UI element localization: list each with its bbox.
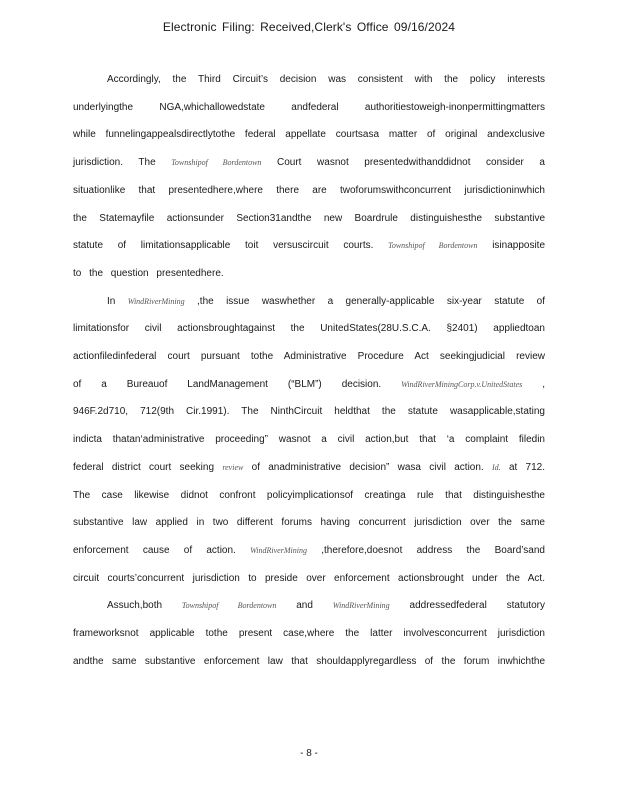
case-citation: Townshipof Bordentown: [181, 601, 277, 611]
text-segment: federal district court seeking: [73, 461, 223, 473]
text-segment: at 712.: [500, 461, 546, 473]
case-citation: WindRiverMining: [127, 296, 185, 306]
text-segment: ,the issue waswhether a generally-applicable six-year statute of: [184, 295, 545, 307]
p2-line-2: limitationsfor civil actionsbroughtagainst the UnitedStates(28U.S.C.A. §2401) appliedtoan: [73, 323, 545, 335]
text-segment: Court wasnot presentedwithanddidnot consider a: [261, 157, 545, 169]
filing-stamp-header: Electronic Filing: Received,Clerk's Office 09/16/2024: [162, 20, 456, 34]
p1-line-3: while funnelingappealsdirectlytothe federal appellate courtsasa matter of original andexclusive: [73, 129, 545, 141]
p2-line-3: actionfiledinfederal court pursuant tothe Administrative Procedure Act seekingjudicial review: [73, 351, 545, 363]
text-segment: and: [276, 600, 333, 612]
text-segment: isinapposite: [477, 240, 546, 252]
text-segment: of anadministrative decision” wasa civil action.: [243, 461, 492, 473]
p2-line-5: 946F.2d710, 712(9th Cir.1991). The NinthCircuit heldthat the statute wasapplicable,stating: [73, 406, 545, 418]
p2-line-10: [73, 537, 545, 565]
p2-line-6: indicta thatan‘administrative proceeding” wasnot a civil action,but that ‘a complaint filedin: [73, 434, 545, 446]
p3-line-2: frameworksnot applicable tothe present case,where the latter involvesconcurrent jurisdiction: [73, 628, 545, 640]
p1-line-5: situationlike that presentedhere,where there are twoforumswithconcurrent jurisdictioninwhich: [73, 184, 545, 196]
case-citation: WindRiverMining: [332, 601, 390, 611]
text-segment: statute of limitationsapplicable toit versuscircuit courts.: [73, 240, 389, 252]
text-segment: addressedfederal statutory: [389, 600, 545, 612]
case-citation: WindRiverMining: [250, 545, 307, 555]
p2-line-7: [73, 454, 545, 482]
p2-line-11: circuit courts’concurrent jurisdiction to preside over enforcement actionsbrought under the Act.: [73, 572, 545, 584]
p2-line-1: [73, 288, 545, 316]
p2-line-4: [73, 371, 545, 399]
text-segment: Assuch,both: [107, 600, 182, 612]
p1-line-2: underlyingthe NGA,whichallowedstate andfederal authoritiestoweigh-inonpermittingmatters: [73, 101, 545, 113]
text-segment: jurisdiction. The: [73, 157, 172, 169]
p1-line-4: [73, 149, 545, 177]
p3-line-3: andthe same substantive enforcement law that shouldapplyregardless of the forum inwhichthe: [73, 655, 545, 667]
text-segment: enforcement cause of action.: [73, 544, 251, 556]
text-segment: ,therefore,doesnot address the Board’sand: [306, 544, 545, 556]
text-segment: ,: [522, 378, 546, 390]
p1-line-7: [73, 232, 545, 260]
p3-line-1: [73, 592, 545, 620]
p2-line-8: The case likewise didnot confront policyimplicationsof creatinga rule that distinguishesthe: [73, 489, 545, 501]
p1-line-6: the Statemayfile actionsunder Section31andthe new Boardrule distinguishesthe substantive: [73, 212, 545, 224]
p1-line-1: Accordingly, the Third Circuit’s decision was consistent with the policy interests: [107, 74, 545, 85]
citation-signal: review: [222, 462, 244, 472]
text-segment: In: [107, 295, 128, 307]
text-segment: of a Bureauof LandManagement (“BLM”) decision.: [73, 378, 402, 390]
p1-line-8: to the question presentedhere.: [73, 267, 224, 279]
id-citation: Id.: [491, 462, 501, 472]
case-citation: Townshipof Bordentown: [171, 158, 262, 168]
p2-line-9: substantive law applied in two different forums having concurrent jurisdiction over the same: [73, 517, 545, 529]
case-citation: WindRiverMiningCorp.v.UnitedStates: [401, 379, 523, 389]
case-citation: Townshipof Bordentown: [388, 241, 478, 251]
document-body: [73, 66, 545, 675]
page-number: - 8 -: [300, 748, 318, 759]
